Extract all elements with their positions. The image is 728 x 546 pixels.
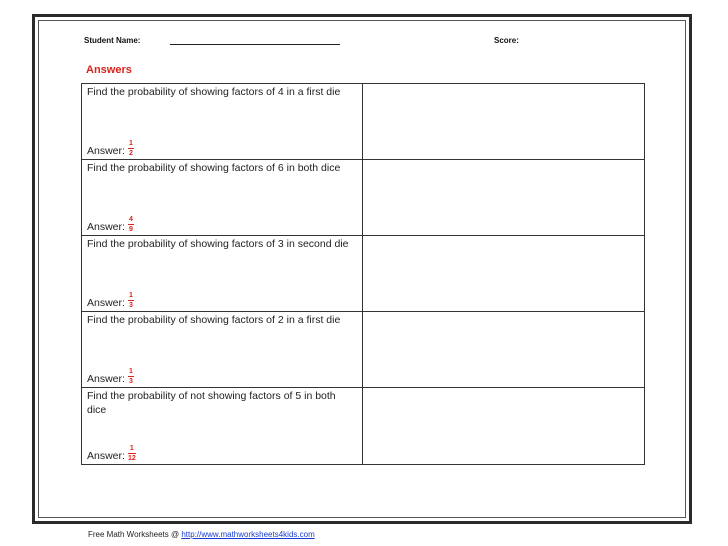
student-name-line xyxy=(170,34,340,45)
fraction-denominator: 3 xyxy=(128,378,133,385)
student-name-label: Student Name: xyxy=(84,36,141,45)
fraction-numerator: 4 xyxy=(128,216,133,223)
answer xyxy=(87,140,134,157)
fraction-bar xyxy=(128,300,134,301)
answer-label: Answer: xyxy=(87,297,125,309)
fraction-numerator: 1 xyxy=(128,368,133,375)
answer-fraction xyxy=(128,368,134,385)
fraction-bar xyxy=(128,376,134,377)
footer xyxy=(88,530,315,539)
answer xyxy=(87,368,134,385)
answer-fraction xyxy=(128,445,136,462)
footer-prefix: Free Math Worksheets @ xyxy=(88,530,182,539)
footer-link[interactable]: http://www.mathworksheets4kids.com xyxy=(181,530,315,539)
answer xyxy=(87,292,134,309)
fraction-denominator: 12 xyxy=(127,455,136,462)
fraction-numerator: 1 xyxy=(129,445,134,452)
question-text: Find the probability of showing factors of 6 in both dice xyxy=(87,162,341,174)
question-row xyxy=(82,84,644,160)
fraction-denominator: 2 xyxy=(128,150,133,157)
fraction-numerator: 1 xyxy=(128,140,133,147)
answer xyxy=(87,216,134,233)
answer-label: Answer: xyxy=(87,221,125,233)
answer-label: Answer: xyxy=(87,373,125,385)
questions-table xyxy=(81,83,645,465)
question-row xyxy=(82,312,644,388)
answer-fraction xyxy=(128,140,134,157)
fraction-numerator: 1 xyxy=(128,292,133,299)
answer xyxy=(87,445,136,462)
question-text: Find the probability of showing factors of 3 in second die xyxy=(87,238,349,250)
fraction-denominator: 9 xyxy=(128,226,133,233)
question-row xyxy=(82,160,644,236)
fraction-denominator: 3 xyxy=(128,302,133,309)
answer-fraction xyxy=(128,292,134,309)
question-text: Find the probability of not showing factors of 5 in both dice xyxy=(87,390,336,416)
question-row xyxy=(82,388,644,464)
answers-heading: Answers xyxy=(86,64,132,76)
fraction-bar xyxy=(128,148,134,149)
question-text: Find the probability of showing factors of 4 in a first die xyxy=(87,86,341,98)
question-row xyxy=(82,236,644,312)
fraction-bar xyxy=(128,453,136,454)
score-label: Score: xyxy=(494,36,519,45)
answer-label: Answer: xyxy=(87,145,125,157)
worksheet-header xyxy=(84,34,544,48)
answer-fraction xyxy=(128,216,134,233)
answer-label: Answer: xyxy=(87,450,125,462)
fraction-bar xyxy=(128,224,134,225)
question-text: Find the probability of showing factors of 2 in a first die xyxy=(87,314,341,326)
